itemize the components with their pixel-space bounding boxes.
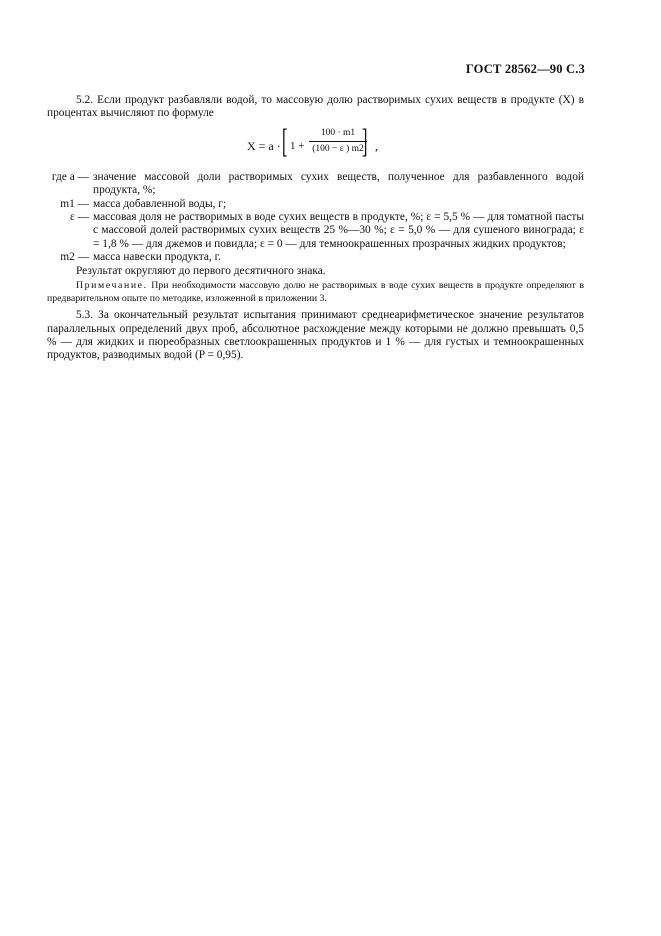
formula	[47, 123, 584, 169]
formula-right-bracket: ]	[361, 122, 368, 160]
formula-fraction	[309, 122, 368, 160]
definitions-list	[47, 171, 584, 265]
definition-term: m1 —	[60, 197, 89, 210]
definition-term: где a —	[51, 170, 89, 183]
section-5-3-text: 5.3. За окончательный результат испытания принимают среднеарифметическое значение результатов параллельных определений двух проб, абсолютное расхождение между которыми не должно превышать 0,5 % — для жидких и пюреобразных светлоокрашенных продуктов и 1 % — для густых и темноокрашенных продуктов, разводимых водой (P = 0,95).	[47, 309, 584, 362]
formula-trailing: ,	[375, 138, 378, 153]
definition-desc: значение массовой доли растворимых сухих веществ, полученное для разбавленного водой продукта, %;	[93, 170, 584, 197]
definition-term: m2 —	[60, 251, 89, 264]
formula-lhs: X = a ·	[247, 138, 281, 153]
page-header: ГОСТ 28562—90 С.3	[465, 62, 585, 76]
definition-a	[47, 171, 584, 198]
definition-desc: масса навески продукта, г.	[93, 251, 221, 264]
formula-one-plus: 1 +	[290, 139, 305, 152]
document-body	[47, 94, 584, 363]
section-5-2-text: 5.2. Если продукт разбавляли водой, то массовую долю растворимых сухих веществ в продукте (X) в процентах вычисляют по формуле	[47, 94, 584, 120]
result-rounding-text: Результат округляют до первого десятичного знака.	[76, 264, 326, 277]
definition-term: ε —	[69, 211, 89, 224]
formula-numerator: 100 · m1	[309, 127, 367, 142]
definition-m2	[47, 251, 584, 264]
note-label: Примечание.	[76, 280, 148, 292]
formula-denominator: (100 − ε ) m2	[312, 144, 364, 155]
definition-desc: масса добавленной воды, г;	[93, 197, 227, 210]
note	[47, 280, 584, 305]
definition-epsilon	[47, 211, 584, 251]
definition-desc: массовая доля не растворимых в воде сухих веществ в продукте, %; ε = 5,5 % — для томатной пасты с массовой долей растворимых сухих веществ 25 %—30 %; ε = 5,0 % — для сушеного винограда; ε = 1,8 % — для джемов и повидла; ε = 0 — для темноокрашенных прозрачных жидких продуктов;	[93, 211, 584, 250]
note-text: При необходимости массовую долю не растворимых в воде сухих веществ в продукте определяют в предварительном опыте по методике, изложенной в приложении 3.	[47, 280, 585, 304]
definition-m1	[47, 198, 584, 211]
formula-left-bracket: [	[281, 122, 288, 160]
